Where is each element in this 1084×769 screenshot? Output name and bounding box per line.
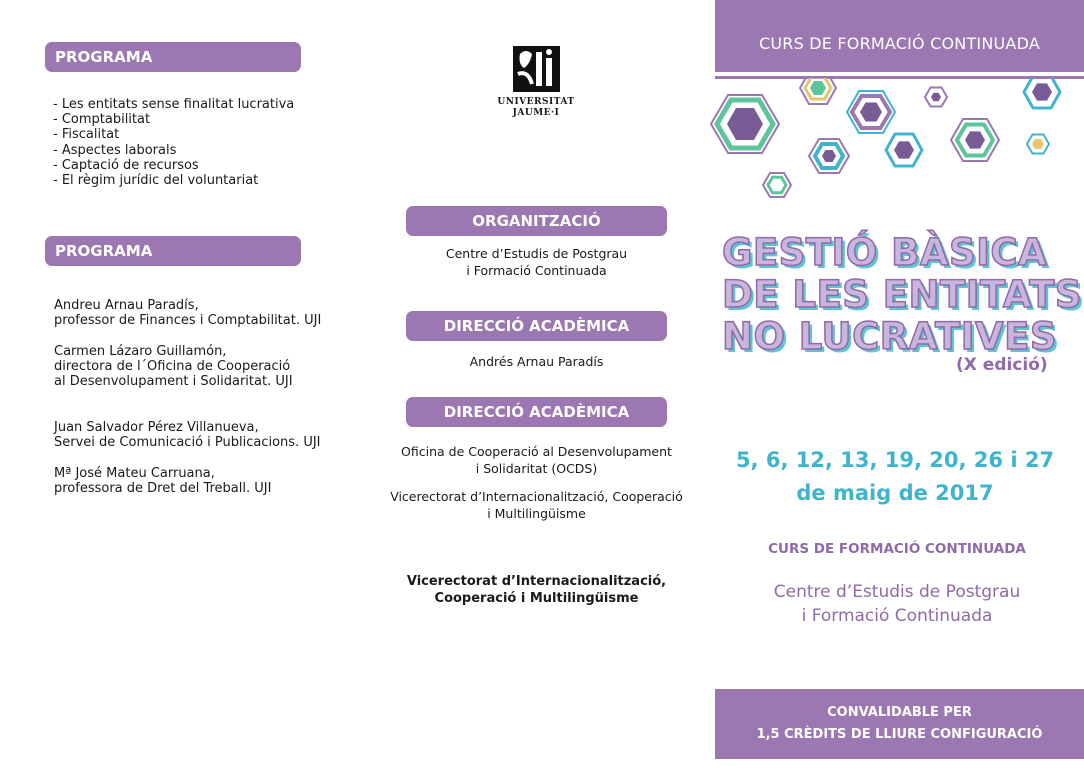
hexagon-decoration (705, 78, 1084, 202)
list-item: - Captació de recursos (53, 157, 199, 173)
header-band (715, 0, 1084, 72)
lecturer-3: Juan Salvador Pérez Villanueva, Servei de Comunicació i Publicacions. UJI (54, 420, 321, 450)
hexagon-icon (800, 78, 836, 104)
list-item: - Aspectes laborals (53, 142, 177, 158)
hexagon-icon (847, 91, 895, 133)
hexagon-icon (925, 88, 947, 107)
course-dates: 5, 6, 12, 13, 19, 20, 26 i 27 de maig de 2017 (735, 448, 1055, 505)
lecturer-4: Mª José Mateu Carruana, professora de Dret del Treball. UJI (54, 466, 272, 496)
direccio-heading-2: DIRECCIÓ ACADÈMICA (406, 397, 667, 427)
lecturer-1: Andreu Arnau Paradís, professor de Finances i Comptabilitat. UJI (54, 298, 322, 328)
course-type: CURS DE FORMACIÓ CONTINUADA (768, 541, 1026, 557)
direccio-text-2b: Vicerectorat d’Internacionalització, Cooperació i Multilingüisme (390, 489, 683, 521)
list-item: - Les entitats sense finalitat lucrativa (53, 97, 295, 112)
footer-line-1: CONVALIDABLE PER (827, 705, 972, 720)
uji-logo (496, 44, 576, 124)
footer-line-2: 1,5 CRÈDITS DE LLIURE CONFIGURACIÓ (756, 727, 1043, 742)
vicerectorat-footer: Vicerectorat d’Internacionalització, Cooperació i Multilingüisme (406, 574, 667, 606)
hexagon-icon (809, 139, 849, 173)
header-text: CURS DE FORMACIÓ CONTINUADA (759, 34, 1040, 53)
uji-logo-mark-icon (496, 44, 576, 100)
lecturer-2: Carmen Lázaro Guillamón, directora de l´Oficina de Cooperació al Desenvolupament i Solidaritat. UJI (54, 344, 293, 389)
hexagon-icon (711, 95, 779, 153)
program-list (53, 97, 294, 188)
course-title: GESTIÓ BÀSICA DE LES ENTITATS NO LUCRATIVES (722, 231, 1083, 358)
hexagon-icon (886, 134, 922, 166)
organitzacio-text: Centre d’Estudis de Postgrau i Formació Continuada (445, 246, 628, 278)
direccio-text-2a: Oficina de Cooperació al Desenvolupament i Solidaritat (OCDS) (401, 444, 672, 476)
direccio-heading-1: DIRECCIÓ ACADÈMICA (406, 311, 667, 341)
programa-heading-1: PROGRAMA (45, 42, 301, 72)
edition-label: (X edició) (956, 355, 1048, 375)
hexagon-icon (763, 173, 791, 197)
direccio-text-1: Andrés Arnau Paradís (469, 354, 604, 369)
center-name: Centre d’Estudis de Postgrau i Formació Continuada (773, 582, 1021, 626)
logo-text-1: UNIVERSITAT (497, 97, 575, 107)
hexagon-icon (1027, 135, 1049, 154)
programa-heading-2: PROGRAMA (45, 236, 301, 266)
organitzacio-heading: ORGANITZACIÓ (406, 206, 667, 236)
footer-band (715, 689, 1084, 759)
hexagon-icon (1024, 78, 1060, 108)
logo-text-2: JAUME·I (512, 108, 560, 118)
list-item: - El règim jurídic del voluntariat (53, 173, 259, 189)
hexagon-icon (951, 119, 999, 161)
list-item: - Comptabilitat (53, 112, 151, 128)
list-item: - Fiscalitat (53, 127, 120, 143)
